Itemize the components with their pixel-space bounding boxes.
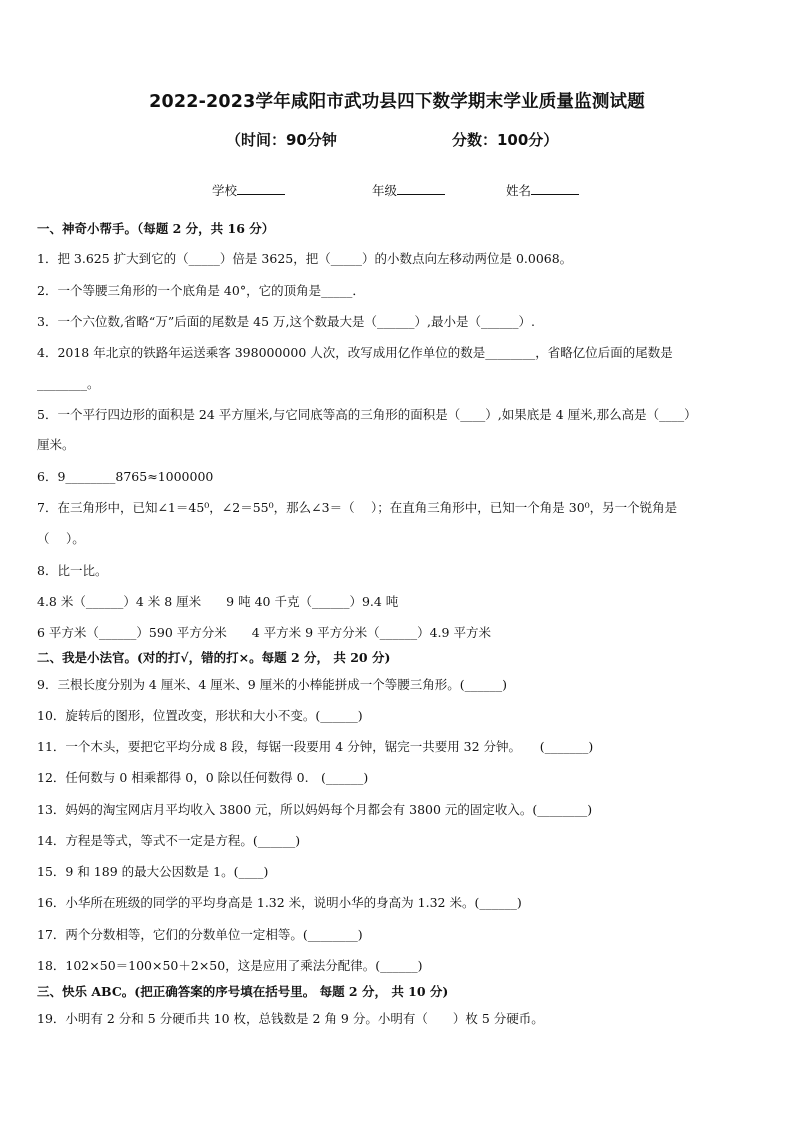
question-15: 15．9 和 189 的最大公因数是 1。(____) xyxy=(37,864,269,879)
question-5: 5．一个平行四边形的面积是 24 平方厘米,与它同底等高的三角形的面积是（____）,如果底是 4 厘米,那么高是（____） xyxy=(37,407,697,422)
question-13: 13．妈妈的淘宝网店月平均收入 3800 元，所以妈妈每个月都会有 3800 元的固定收入。(________) xyxy=(37,802,593,817)
question-19: 19．小明有 2 分和 5 分硬币共 10 枚，总钱数是 2 角 9 分。小明有（ ）枚 5 分硬币。 xyxy=(37,1011,544,1026)
exam-title: 2022-2023学年咸阳市武功县四下数学期末学业质量监测试题 xyxy=(149,92,645,112)
question-12: 12．任何数与 0 相乘都得 0，0 除以任何数得 0. (______) xyxy=(37,770,369,785)
question-14: 14．方程是等式，等式不一定是方程。(______) xyxy=(37,833,301,848)
grade-field xyxy=(372,181,445,199)
question-1: 1．把 3.625 扩大到它的（_____）倍是 3625，把（_____）的小数点向左移动两位是 0.0068。 xyxy=(37,251,573,266)
name-label: 姓名 xyxy=(506,183,532,198)
section-3-heading: 三、快乐 ABC。(把正确答案的序号填在括号里。 每题 2 分， 共 10 分) xyxy=(37,984,449,999)
question-6: 6．9________8765≈1000000 xyxy=(37,469,214,484)
question-16: 16．小华所在班级的同学的平均身高是 1.32 米，说明小华的身高为 1.32 米。(______) xyxy=(37,895,522,910)
question-8-row-2: 6 平方米（______）590 平方分米 4 平方米 9 平方分米（______）4.9 平方米 xyxy=(37,625,491,640)
question-8-row-1: 4.8 米（______）4 米 8 厘米 9 吨 40 千克（______）9.4 吨 xyxy=(37,594,399,609)
grade-label: 年级 xyxy=(372,183,398,198)
school-field xyxy=(212,181,285,199)
section-1-heading: 一、神奇小帮手。（每题 2 分，共 16 分） xyxy=(37,221,275,236)
question-9: 9．三根长度分别为 4 厘米、4 厘米、9 厘米的小棒能拼成一个等腰三角形。(______) xyxy=(37,677,507,692)
exam-score: 分数：100分） xyxy=(452,131,559,149)
question-4: 4．2018 年北京的铁路年运送乘客 398000000 人次，改写成用亿作单位的数是________，省略亿位后面的尾数是 xyxy=(37,345,673,360)
question-3: 3．一个六位数,省略“万”后面的尾数是 45 万,这个数最大是（______）,最小是（______）. xyxy=(37,314,535,329)
exam-time: （时间：90分钟 xyxy=(226,131,337,149)
question-5-continued: 厘米。 xyxy=(37,437,75,452)
question-2: 2．一个等腰三角形的一个底角是 40°，它的顶角是_____． xyxy=(37,283,365,298)
grade-blank[interactable] xyxy=(397,182,445,195)
name-field xyxy=(506,181,579,199)
question-4-continued: ________。 xyxy=(37,376,100,391)
school-blank[interactable] xyxy=(237,182,285,195)
question-7: 7．在三角形中，已知∠1＝45⁰，∠2＝55⁰，那么∠3＝（ ）；在直角三角形中，已知一个角是 30⁰，另一个锐角是 xyxy=(37,500,678,515)
name-blank[interactable] xyxy=(531,182,579,195)
section-2-heading: 二、我是小法官。(对的打√，错的打×。每题 2 分， 共 20 分) xyxy=(37,650,391,665)
question-7-continued: （ ）。 xyxy=(37,531,85,546)
question-10: 10．旋转后的图形，位置改变，形状和大小不变。(______) xyxy=(37,708,363,723)
question-18: 18．102×50＝100×50＋2×50，这是应用了乘法分配律。(______) xyxy=(37,958,423,973)
school-label: 学校 xyxy=(212,183,238,198)
question-8: 8．比一比。 xyxy=(37,563,108,578)
question-17: 17．两个分数相等，它们的分数单位一定相等。(________) xyxy=(37,927,363,942)
question-11: 11．一个木头，要把它平均分成 8 段，每锯一段要用 4 分钟，锯完一共要用 32 分钟。 (_______) xyxy=(37,739,594,754)
